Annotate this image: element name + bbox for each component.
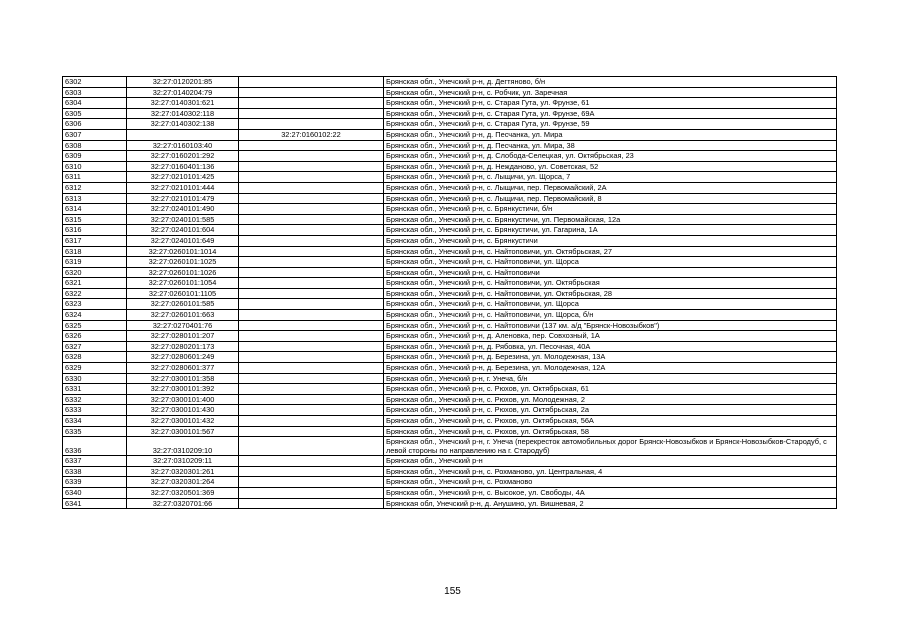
address-cell: Брянская обл., Унечский р-н, д. Дегтяново, б/н — [384, 77, 837, 88]
alt-cadastral-number-cell — [239, 257, 384, 268]
cadastral-number-cell: 32:27:0320301:264 — [127, 477, 239, 488]
address-cell: Брянская обл., Унечский р-н, с. Старая Гута, ул. Фрунзе, 59 — [384, 119, 837, 130]
row-number-cell: 6332 — [63, 394, 127, 405]
alt-cadastral-number-cell — [239, 331, 384, 342]
table-row — [63, 151, 837, 162]
cadastral-number-cell — [127, 129, 239, 140]
address-cell: Брянская обл., Унечский р-н, с. Старая Гута, ул. Фрунзе, 61 — [384, 98, 837, 109]
table-row — [63, 182, 837, 193]
cadastral-number-cell: 32:27:0300101:392 — [127, 384, 239, 395]
records-table-body — [63, 77, 837, 509]
address-cell: Брянская обл., Унечский р-н, с. Брянкустичи, ул. Гагарина, 1А — [384, 225, 837, 236]
alt-cadastral-number-cell — [239, 235, 384, 246]
cadastral-number-cell: 32:27:0140302:118 — [127, 108, 239, 119]
alt-cadastral-number-cell — [239, 140, 384, 151]
alt-cadastral-number-cell — [239, 394, 384, 405]
cadastral-number-cell: 32:27:0280201:173 — [127, 341, 239, 352]
address-cell: Брянская обл., Унечский р-н, с. Рохманово — [384, 477, 837, 488]
cadastral-number-cell: 32:27:0280101:207 — [127, 331, 239, 342]
alt-cadastral-number-cell — [239, 225, 384, 236]
cadastral-number-cell: 32:27:0280601:377 — [127, 363, 239, 374]
table-row — [63, 394, 837, 405]
address-cell: Брянская обл., Унечский р-н, с. Рюхов, ул. Молодежная, 2 — [384, 394, 837, 405]
cadastral-number-cell: 32:27:0160103:40 — [127, 140, 239, 151]
address-cell: Брянская обл., Унечский р-н, д. Нежданово, ул. Советская, 52 — [384, 161, 837, 172]
table-row — [63, 352, 837, 363]
table-row — [63, 119, 837, 130]
address-cell: Брянская обл., Унечский р-н, д. Слобода-Селецкая, ул. Октябрьская, 23 — [384, 151, 837, 162]
row-number-cell: 6338 — [63, 466, 127, 477]
cadastral-number-cell: 32:27:0260101:663 — [127, 310, 239, 321]
cadastral-number-cell: 32:27:0140302:138 — [127, 119, 239, 130]
alt-cadastral-number-cell — [239, 151, 384, 162]
table-row — [63, 405, 837, 416]
row-number-cell: 6308 — [63, 140, 127, 151]
table-row — [63, 384, 837, 395]
alt-cadastral-number-cell — [239, 466, 384, 477]
alt-cadastral-number-cell — [239, 498, 384, 509]
address-cell: Брянская обл., Унечский р-н, с. Найтоповичи, ул. Октябрьская, 28 — [384, 288, 837, 299]
address-cell: Брянская обл., Унечский р-н, с. Брянкустичи, ул. Первомайская, 12а — [384, 214, 837, 225]
address-cell: Брянская обл., Унечский р-н, с. Лыщичи, ул. Щорса, 7 — [384, 172, 837, 183]
alt-cadastral-number-cell — [239, 77, 384, 88]
cadastral-number-cell: 32:27:0210101:444 — [127, 182, 239, 193]
cadastral-number-cell: 32:27:0160401:136 — [127, 161, 239, 172]
cadastral-number-cell: 32:27:0320301:261 — [127, 466, 239, 477]
alt-cadastral-number-cell — [239, 108, 384, 119]
cadastral-number-cell: 32:27:0300101:358 — [127, 373, 239, 384]
table-row — [63, 246, 837, 257]
row-number-cell: 6303 — [63, 87, 127, 98]
cadastral-number-cell: 32:27:0300101:400 — [127, 394, 239, 405]
cadastral-number-cell: 32:27:0140301:621 — [127, 98, 239, 109]
row-number-cell: 6336 — [63, 437, 127, 456]
alt-cadastral-number-cell — [239, 278, 384, 289]
row-number-cell: 6315 — [63, 214, 127, 225]
table-row — [63, 416, 837, 427]
row-number-cell: 6306 — [63, 119, 127, 130]
row-number-cell: 6341 — [63, 498, 127, 509]
cadastral-number-cell: 32:27:0260101:585 — [127, 299, 239, 310]
cadastral-number-cell: 32:27:0310209:10 — [127, 437, 239, 456]
row-number-cell: 6312 — [63, 182, 127, 193]
row-number-cell: 6331 — [63, 384, 127, 395]
alt-cadastral-number-cell — [239, 487, 384, 498]
alt-cadastral-number-cell — [239, 204, 384, 215]
table-row — [63, 299, 837, 310]
address-cell: Брянская обл., Унечский р-н, с. Найтоповичи, ул. Октябрьская, 27 — [384, 246, 837, 257]
cadastral-number-cell: 32:27:0210101:425 — [127, 172, 239, 183]
row-number-cell: 6304 — [63, 98, 127, 109]
row-number-cell: 6310 — [63, 161, 127, 172]
alt-cadastral-number-cell — [239, 426, 384, 437]
table-row — [63, 477, 837, 488]
row-number-cell: 6302 — [63, 77, 127, 88]
alt-cadastral-number-cell — [239, 320, 384, 331]
address-cell: Брянская обл., Унечский р-н, с. Рюхов, ул. Октябрьская, 61 — [384, 384, 837, 395]
address-cell: Брянская обл., Унечский р-н, с. Высокое, ул. Свободы, 4А — [384, 487, 837, 498]
table-row — [63, 204, 837, 215]
alt-cadastral-number-cell — [239, 299, 384, 310]
cadastral-number-cell: 32:27:0120201:85 — [127, 77, 239, 88]
row-number-cell: 6322 — [63, 288, 127, 299]
table-row — [63, 77, 837, 88]
cadastral-number-cell: 32:27:0300101:432 — [127, 416, 239, 427]
table-row — [63, 363, 837, 374]
address-cell: Брянская обл., Унечский р-н, с. Старая Гута, ул. Фрунзе, 69А — [384, 108, 837, 119]
alt-cadastral-number-cell — [239, 405, 384, 416]
table-row — [63, 257, 837, 268]
alt-cadastral-number-cell — [239, 119, 384, 130]
alt-cadastral-number-cell — [239, 352, 384, 363]
cadastral-number-cell: 32:27:0260101:1105 — [127, 288, 239, 299]
row-number-cell: 6316 — [63, 225, 127, 236]
address-cell: Брянская обл., Унечский р-н, д. Песчанка, ул. Мира, 38 — [384, 140, 837, 151]
address-cell: Брянская обл., Унечский р-н, с. Найтоповичи, ул. Щорса, б/н — [384, 310, 837, 321]
cadastral-number-cell: 32:27:0240101:490 — [127, 204, 239, 215]
table-row — [63, 466, 837, 477]
cadastral-number-cell: 32:27:0270401:76 — [127, 320, 239, 331]
cadastral-number-cell: 32:27:0300101:567 — [127, 426, 239, 437]
row-number-cell: 6309 — [63, 151, 127, 162]
alt-cadastral-number-cell — [239, 87, 384, 98]
table-row — [63, 140, 837, 151]
cadastral-number-cell: 32:27:0320701:66 — [127, 498, 239, 509]
cadastral-number-cell: 32:27:0140204:79 — [127, 87, 239, 98]
cadastral-number-cell: 32:27:0210101:479 — [127, 193, 239, 204]
row-number-cell: 6305 — [63, 108, 127, 119]
alt-cadastral-number-cell — [239, 310, 384, 321]
cadastral-number-cell: 32:27:0160201:292 — [127, 151, 239, 162]
address-cell: Брянская обл., Унечский р-н, с. Найтоповичи, ул. Октябрьская — [384, 278, 837, 289]
table-row — [63, 193, 837, 204]
cadastral-number-cell: 32:27:0320501:369 — [127, 487, 239, 498]
address-cell: Брянская обл, Унечский р-н, д. Анушино, ул. Вишневая, 2 — [384, 498, 837, 509]
table-row — [63, 426, 837, 437]
row-number-cell: 6325 — [63, 320, 127, 331]
row-number-cell: 6323 — [63, 299, 127, 310]
cadastral-number-cell: 32:27:0300101:430 — [127, 405, 239, 416]
address-cell: Брянская обл., Унечский р-н, с. Рюхов, ул. Октябрьская, 58 — [384, 426, 837, 437]
cadastral-number-cell: 32:27:0240101:585 — [127, 214, 239, 225]
address-cell: Брянская обл., Унечский р-н, д. Рябовка, ул. Песочная, 40А — [384, 341, 837, 352]
row-number-cell: 6329 — [63, 363, 127, 374]
table-row — [63, 278, 837, 289]
row-number-cell: 6340 — [63, 487, 127, 498]
address-cell: Брянская обл., Унечский р-н, с. Лыщичи, пер. Первомайский, 2А — [384, 182, 837, 193]
row-number-cell: 6319 — [63, 257, 127, 268]
row-number-cell: 6307 — [63, 129, 127, 140]
alt-cadastral-number-cell: 32:27:0160102:22 — [239, 129, 384, 140]
cadastral-number-cell: 32:27:0260101:1014 — [127, 246, 239, 257]
address-cell: Брянская обл., Унечский р-н, с. Рюхов, ул. Октябрьская, 2а — [384, 405, 837, 416]
alt-cadastral-number-cell — [239, 373, 384, 384]
table-row — [63, 98, 837, 109]
table-row — [63, 108, 837, 119]
row-number-cell: 6317 — [63, 235, 127, 246]
table-row — [63, 310, 837, 321]
table-row — [63, 225, 837, 236]
alt-cadastral-number-cell — [239, 384, 384, 395]
table-row — [63, 235, 837, 246]
address-cell: Брянская обл., Унечский р-н, с. Найтоповичи (137 км. а/д "Брянск-Новозыбков") — [384, 320, 837, 331]
address-cell: Брянская обл., Унечский р-н, д. Песчанка, ул. Мира — [384, 129, 837, 140]
row-number-cell: 6335 — [63, 426, 127, 437]
row-number-cell: 6334 — [63, 416, 127, 427]
alt-cadastral-number-cell — [239, 416, 384, 427]
table-row — [63, 288, 837, 299]
table-row — [63, 487, 837, 498]
alt-cadastral-number-cell — [239, 214, 384, 225]
address-cell: Брянская обл., Унечский р-н, д. Березина, ул. Молодежная, 12А — [384, 363, 837, 374]
cadastral-number-cell: 32:27:0260101:1026 — [127, 267, 239, 278]
page-number: 155 — [444, 586, 461, 597]
table-row — [63, 172, 837, 183]
row-number-cell: 6328 — [63, 352, 127, 363]
table-row — [63, 456, 837, 467]
row-number-cell: 6313 — [63, 193, 127, 204]
alt-cadastral-number-cell — [239, 193, 384, 204]
cadastral-number-cell: 32:27:0260101:1054 — [127, 278, 239, 289]
alt-cadastral-number-cell — [239, 477, 384, 488]
table-row — [63, 320, 837, 331]
alt-cadastral-number-cell — [239, 456, 384, 467]
address-cell: Брянская обл., Унечский р-н, д. Березина, ул. Молодежная, 13А — [384, 352, 837, 363]
table-row — [63, 161, 837, 172]
address-cell: Брянская обл., Унечский р-н, с. Найтоповичи, ул. Щорса — [384, 299, 837, 310]
address-cell: Брянская обл., Унечский р-н, с. Рохманово, ул. Центральная, 4 — [384, 466, 837, 477]
cadastral-number-cell: 32:27:0310209:11 — [127, 456, 239, 467]
alt-cadastral-number-cell — [239, 182, 384, 193]
address-cell: Брянская обл., Унечский р-н, д. Аленовка, пер. Совхозный, 1А — [384, 331, 837, 342]
table-row — [63, 87, 837, 98]
address-cell: Брянская обл., Унечский р-н — [384, 456, 837, 467]
alt-cadastral-number-cell — [239, 161, 384, 172]
table-row — [63, 129, 837, 140]
address-cell: Брянская обл., Унечский р-н, г. Унеча, б/н — [384, 373, 837, 384]
row-number-cell: 6330 — [63, 373, 127, 384]
alt-cadastral-number-cell — [239, 98, 384, 109]
row-number-cell: 6326 — [63, 331, 127, 342]
address-cell: Брянская обл., Унечский р-н, с. Рюхов, ул. Октябрьская, 56А — [384, 416, 837, 427]
row-number-cell: 6337 — [63, 456, 127, 467]
address-cell: Брянская обл., Унечский р-н, с. Брянкустичи, б/н — [384, 204, 837, 215]
address-cell: Брянская обл., Унечский р-н, с. Лыщичи, пер. Первомайский, 8 — [384, 193, 837, 204]
address-cell: Брянская обл., Унечский р-н, с. Брянкустичи — [384, 235, 837, 246]
records-table — [62, 76, 837, 509]
alt-cadastral-number-cell — [239, 341, 384, 352]
table-row — [63, 267, 837, 278]
cadastral-number-cell: 32:27:0240101:649 — [127, 235, 239, 246]
cadastral-number-cell: 32:27:0260101:1025 — [127, 257, 239, 268]
row-number-cell: 6327 — [63, 341, 127, 352]
row-number-cell: 6320 — [63, 267, 127, 278]
address-cell: Брянская обл., Унечский р-н, с. Найтоповичи — [384, 267, 837, 278]
alt-cadastral-number-cell — [239, 363, 384, 374]
row-number-cell: 6339 — [63, 477, 127, 488]
address-cell: Брянская обл., Унечский р-н, с. Найтоповичи, ул. Щорса — [384, 257, 837, 268]
table-row — [63, 341, 837, 352]
row-number-cell: 6321 — [63, 278, 127, 289]
alt-cadastral-number-cell — [239, 267, 384, 278]
row-number-cell: 6314 — [63, 204, 127, 215]
row-number-cell: 6311 — [63, 172, 127, 183]
table-row — [63, 498, 837, 509]
alt-cadastral-number-cell — [239, 172, 384, 183]
table-row — [63, 214, 837, 225]
table-row — [63, 331, 837, 342]
row-number-cell: 6318 — [63, 246, 127, 257]
alt-cadastral-number-cell — [239, 246, 384, 257]
row-number-cell: 6333 — [63, 405, 127, 416]
address-cell: Брянская обл., Унечский р-н, г. Унеча (перекресток автомобильных дорог Брянск-Новозыбков и Брянск-Новозыбков-Стародуб, с левой стороны по направлению на г. Стародуб) — [384, 437, 837, 456]
address-cell: Брянская обл., Унечский р-н, с. Робчик, ул. Заречная — [384, 87, 837, 98]
alt-cadastral-number-cell — [239, 288, 384, 299]
cadastral-number-cell: 32:27:0280601:249 — [127, 352, 239, 363]
row-number-cell: 6324 — [63, 310, 127, 321]
table-row — [63, 373, 837, 384]
alt-cadastral-number-cell — [239, 437, 384, 456]
table-row — [63, 437, 837, 456]
cadastral-number-cell: 32:27:0240101:604 — [127, 225, 239, 236]
